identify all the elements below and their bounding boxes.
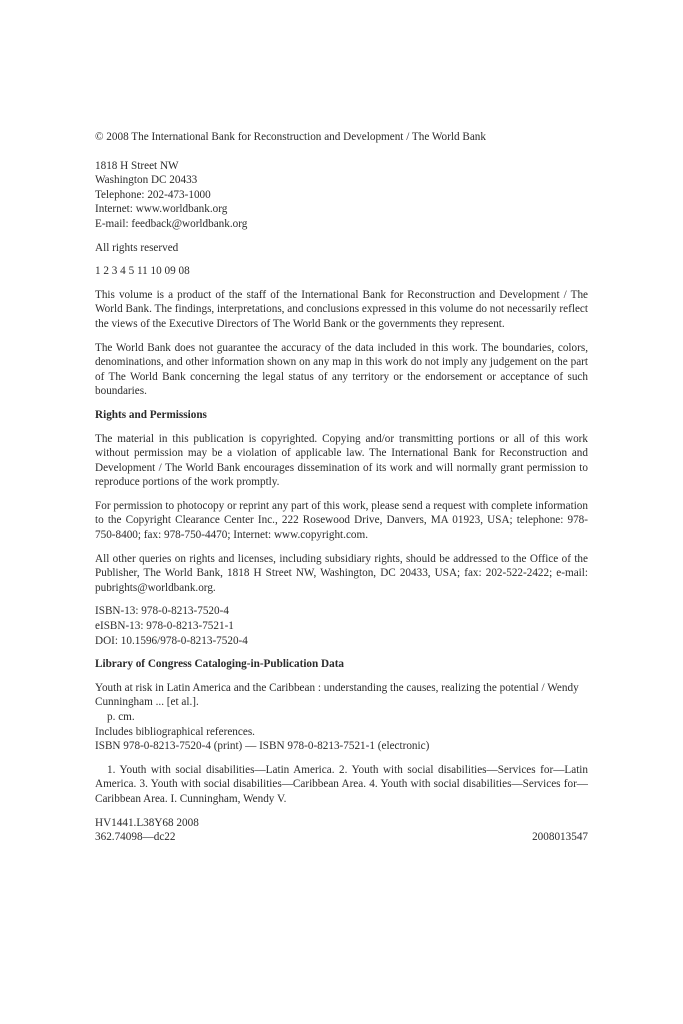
lc-call-number: HV1441.L38Y68 2008 (95, 816, 199, 829)
address-internet: Internet: www.worldbank.org (95, 203, 228, 216)
eisbn-line: eISBN-13: 978-0-8213-7521-1 (95, 620, 234, 633)
address-street: 1818 H Street NW (95, 159, 179, 172)
isbn-line: ISBN-13: 978-0-8213-7520-4 (95, 605, 229, 618)
printing-line: 1 2 3 4 5 11 10 09 08 (95, 265, 190, 278)
cip-bibliography: Includes bibliographical references. (95, 725, 255, 738)
copyright-notice: © 2008 The International Bank for Reconstruction and Development / The World Bank (95, 131, 486, 143)
cip-record (95, 681, 588, 754)
dewey-number: 362.74098—dc22 (95, 831, 176, 844)
disclaimer-paragraph-2: The World Bank does not guarantee the accuracy of the data included in this work. The boundaries, colors, denominations, and other information shown on any map in this work do not imply any judgement on the part of The World Bank concerning the legal status of any territory or the endorsement or acceptance of such boundaries. (95, 341, 588, 398)
copyright-page (95, 130, 588, 854)
publisher-address (95, 159, 588, 232)
lccn-number: 2008013547 (532, 831, 588, 844)
rights-paragraph-2: For permission to photocopy or reprint any part of this work, please send a request with complete information to the Copyright Clearance Center Inc., 222 Rosewood Drive, Danvers, MA 01923, USA; telephone: 978-750-8400; fax: 978-750-4470; Internet: www.copyright.com. (95, 499, 588, 542)
rights-heading: Rights and Permissions (95, 408, 207, 421)
cip-subjects: 1. Youth with social disabilities—Latin America. 2. Youth with social disabilities—Services for—Latin America. 3. Youth with social disabilities—Caribbean Area. 4. Youth with social disabilities—Services for—Caribbean Area. I. Cunningham, Wendy V. (95, 763, 588, 805)
cip-title: Youth at risk in Latin America and the Caribbean : understanding the causes, realizing the potential / Wendy Cunningham ... [et al.]. (95, 681, 579, 709)
rights-reserved: All rights reserved (95, 241, 179, 254)
dewey-row (95, 830, 588, 845)
cip-heading: Library of Congress Cataloging-in-Publication Data (95, 658, 345, 671)
rights-paragraph-3: All other queries on rights and licenses, including subsidiary rights, should be addressed to the Office of the Publisher, The World Bank, 1818 H Street NW, Washington, DC 20433, USA; fax: 202-522-2422; e-mail: pubrights@worldbank.org. (95, 552, 588, 594)
cip-isbn: ISBN 978-0-8213-7520-4 (print) — ISBN 978-0-8213-7521-1 (electronic) (95, 740, 430, 753)
cip-call-numbers (95, 816, 588, 845)
address-telephone: Telephone: 202-473-1000 (95, 188, 211, 201)
address-email: E-mail: feedback@worldbank.org (95, 217, 248, 230)
rights-paragraph-1: The material in this publication is copyrighted. Copying and/or transmitting portions or all of this work without permission may be a violation of applicable law. The International Bank for Reconstruction and Development / The World Bank encourages dissemination of its work and will normally grant permission to reproduce portions of the work promptly. (95, 432, 588, 489)
cip-pages: p. cm. (107, 711, 135, 723)
address-city: Washington DC 20433 (95, 174, 198, 187)
disclaimer-paragraph-1: This volume is a product of the staff of the International Bank for Reconstruction and Development / The World Bank. The findings, interpretations, and conclusions expressed in this volume do not necessarily reflect the views of the Executive Directors of The World Bank or the governments they represent. (95, 288, 588, 330)
identifiers (95, 604, 588, 648)
doi-line: DOI: 10.1596/978-0-8213-7520-4 (95, 634, 248, 647)
